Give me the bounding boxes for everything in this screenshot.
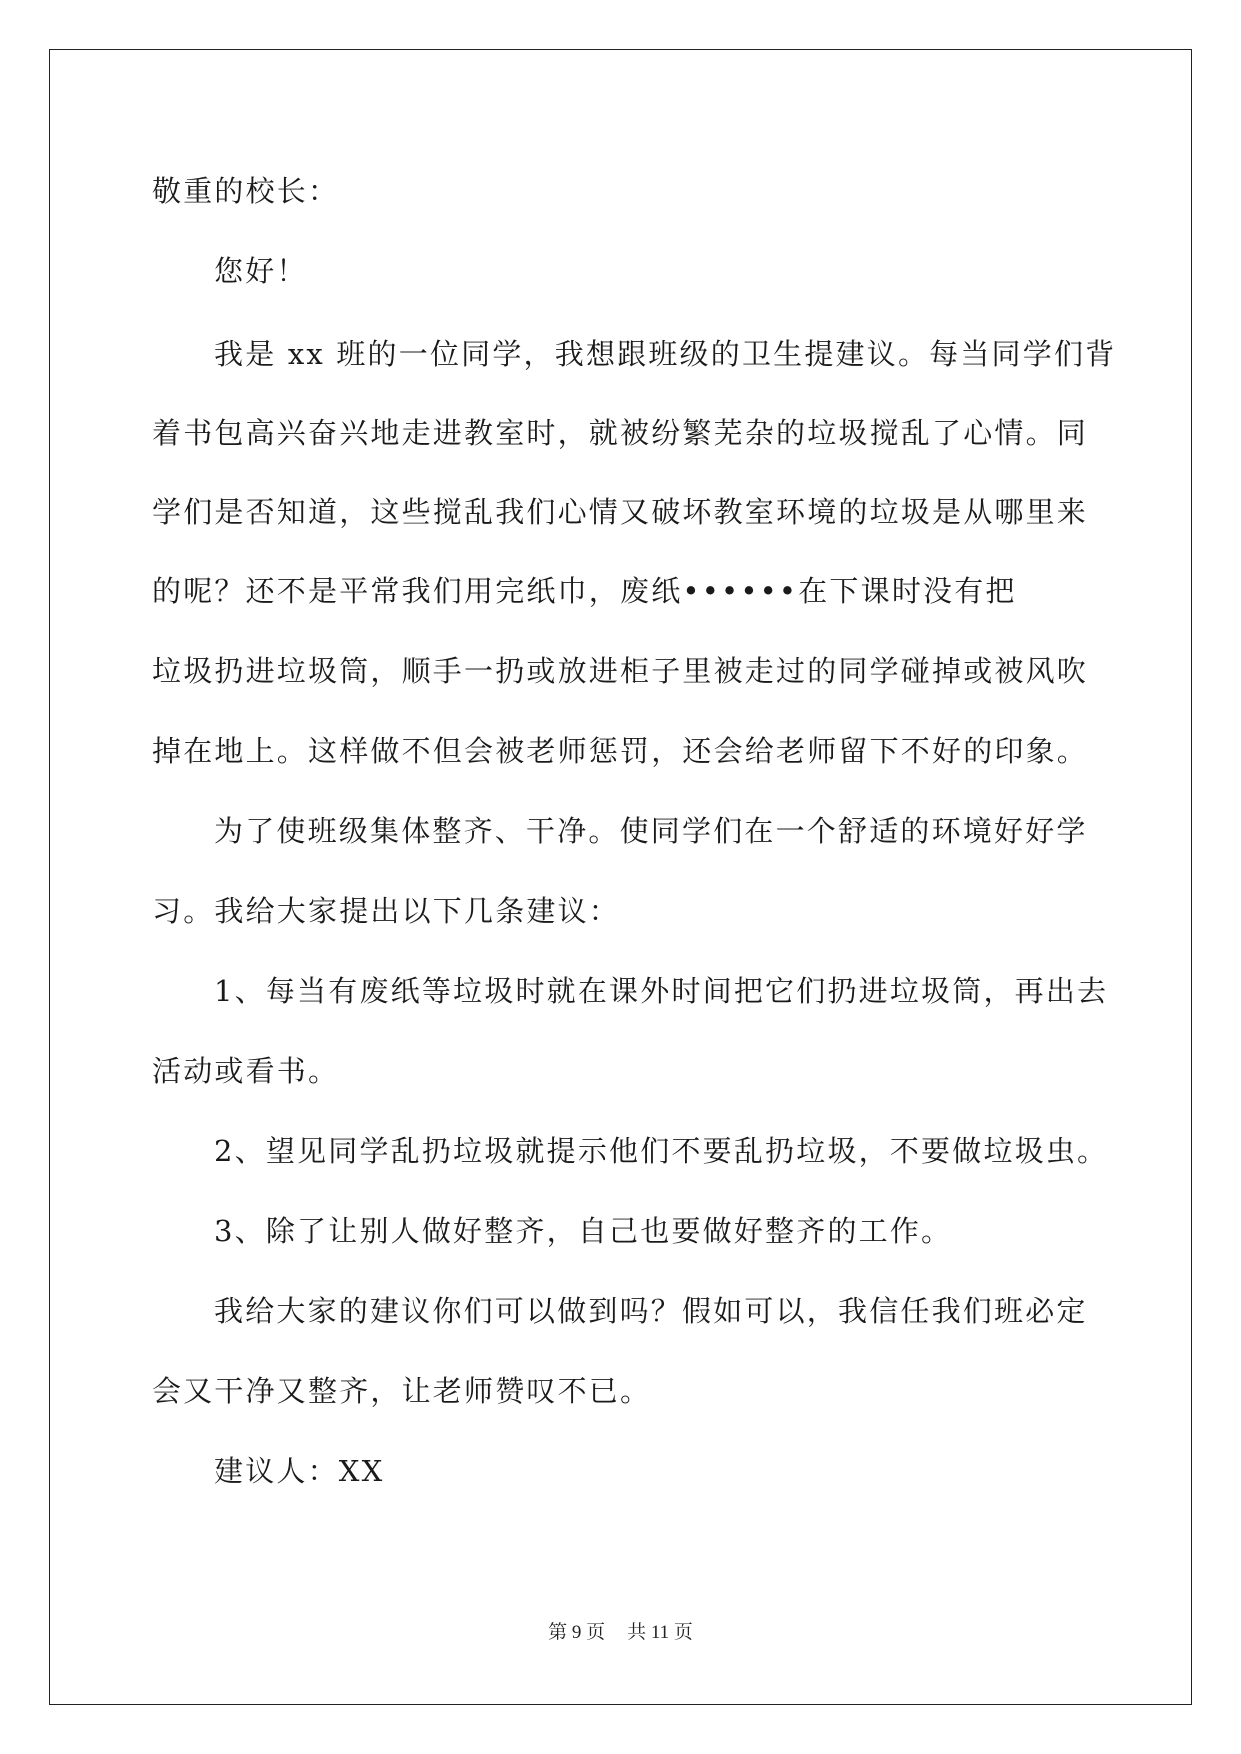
paragraph2-line1: 为了使班级集体整齐、干净。使同学们在一个舒适的环境好好学 xyxy=(214,814,1088,848)
paragraph1-line1: 我是 xx 班的一位同学，我想跟班级的卫生提建议。每当同学们背 xyxy=(214,337,1117,371)
paragraph1-line5: 垃圾扔进垃圾筒，顺手一扔或放进柜子里被走过的同学碰掉或被风吹 xyxy=(152,654,1089,688)
signature: 建议人：XX xyxy=(214,1454,385,1488)
paragraph1-line6: 掉在地上。这样做不但会被老师惩罚，还会给老师留下不好的印象。 xyxy=(152,734,1089,768)
paragraph1-line4: 的呢？还不是平常我们用完纸巾，废纸••••••在下课时没有把 xyxy=(152,574,1017,608)
closing-line1: 我给大家的建议你们可以做到吗？假如可以，我信任我们班必定 xyxy=(214,1294,1088,1328)
suggestion3: 3、除了让别人做好整齐，自己也要做好整齐的工作。 xyxy=(214,1214,953,1248)
closing-line2: 会又干净又整齐，让老师赞叹不已。 xyxy=(152,1374,652,1408)
paragraph1-line2: 着书包高兴奋兴地走进教室时，就被纷繁芜杂的垃圾搅乱了心情。同 xyxy=(152,416,1089,450)
greeting: 您好！ xyxy=(214,254,308,288)
page-total: 共 11 页 xyxy=(627,1622,693,1643)
suggestion2: 2、望见同学乱扔垃圾就提示他们不要乱扔垃圾，不要做垃圾虫。 xyxy=(214,1134,1109,1168)
page-footer xyxy=(0,1617,1241,1644)
page-number: 第 9 页 xyxy=(548,1622,606,1643)
paragraph2-line2: 习。我给大家提出以下几条建议： xyxy=(152,894,621,928)
paragraph1-line3: 学们是否知道，这些搅乱我们心情又破坏教室环境的垃圾是从哪里来 xyxy=(152,495,1089,529)
suggestion1-line1: 1、每当有废纸等垃圾时就在课外时间把它们扔进垃圾筒，再出去 xyxy=(214,974,1109,1008)
suggestion1-line2: 活动或看书。 xyxy=(152,1054,340,1088)
salutation: 敬重的校长： xyxy=(152,174,340,208)
